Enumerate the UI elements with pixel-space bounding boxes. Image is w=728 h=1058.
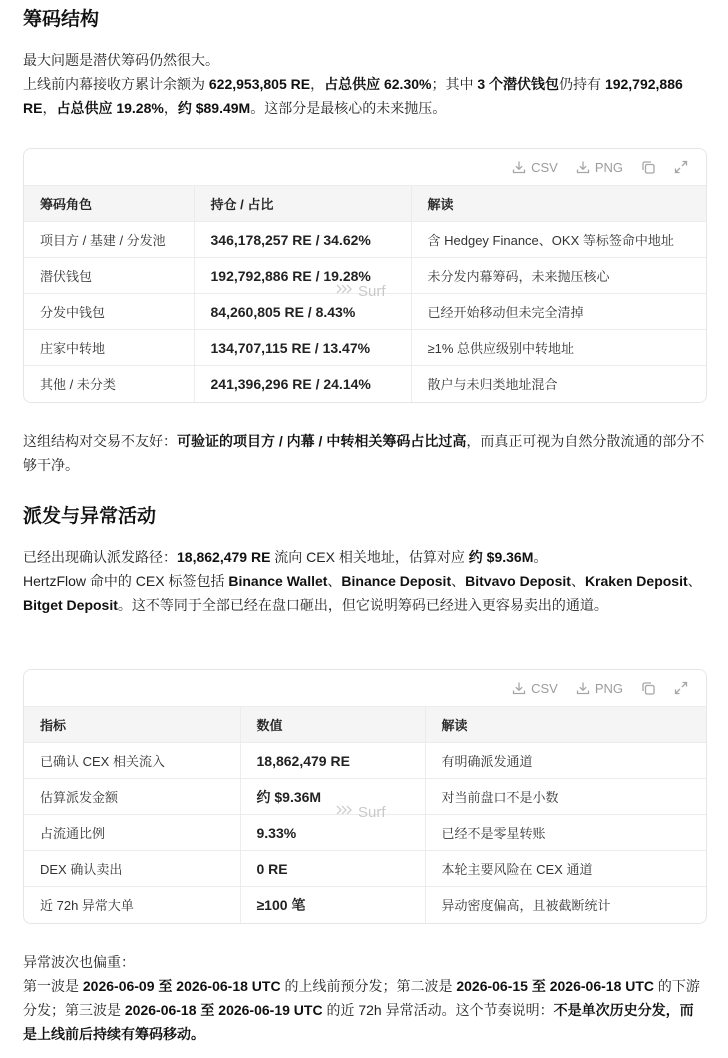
table-cell: 18,862,479 RE	[240, 743, 425, 779]
section-title-chip-structure: 筹码结构	[23, 9, 100, 30]
table-wrapper	[24, 185, 706, 402]
table-cell: 散户与未归类地址混合	[411, 366, 706, 402]
table-row	[24, 887, 706, 923]
table-cell: 346,178,257 RE / 34.62%	[194, 222, 411, 258]
table-cell: ≥100 笔	[240, 887, 425, 923]
table-toolbar	[24, 670, 706, 706]
table-cell: 分发中钱包	[24, 294, 194, 330]
table-cell: 84,260,805 RE / 8.43%	[194, 294, 411, 330]
text-run: 。这不等同于全部已经在盘口砸出，但它说明筹码已经进入更容易卖出的通道。	[117, 597, 608, 613]
download-icon	[512, 681, 526, 695]
paragraph-rich	[23, 569, 707, 617]
text-run: 上线前内幕接收方累计余额为	[23, 76, 209, 92]
table-cell: 9.33%	[240, 815, 425, 851]
table-cell: 近 72h 异常大单	[40, 898, 134, 914]
png-button[interactable]	[576, 160, 623, 175]
copy-icon[interactable]	[641, 681, 656, 696]
table-card-chip-structure	[23, 148, 707, 403]
table-row	[24, 294, 706, 330]
download-icon	[576, 681, 590, 695]
text-run: HertzFlow 命中的 CEX 标签包括	[23, 573, 229, 589]
table-cell: 庄家中转地	[24, 330, 194, 366]
watermark-text: Surf	[358, 803, 386, 821]
bold-text: Bitvavo Deposit	[465, 573, 571, 589]
text-run: 仍持有	[559, 76, 605, 92]
table-cell: DEX 确认卖出	[24, 851, 240, 887]
expand-icon[interactable]	[674, 160, 688, 174]
table-card-distribution	[23, 669, 707, 924]
text-run: 、	[451, 573, 466, 589]
paragraph: 异常波次也偏重：	[23, 954, 135, 970]
text-run: 。	[533, 549, 548, 565]
table-cell: 有明确派发通道	[425, 743, 706, 779]
bold-text: 不是单次历史分发，而是上线前后持续有筹码移动。	[23, 1002, 694, 1042]
text-run: 第一波是	[23, 978, 83, 994]
bold-text: 约 $89.49M	[177, 100, 251, 116]
table-cell: 134,707,115 RE / 13.47%	[194, 330, 411, 366]
bold-text: 2026-06-09 至 2026-06-18 UTC	[82, 978, 281, 994]
bold-text: 622,953,805 RE	[208, 76, 311, 92]
png-button[interactable]	[576, 681, 623, 696]
copy-icon[interactable]	[641, 160, 656, 175]
column-header: 解读	[411, 186, 706, 222]
table-cell: 估算派发金额	[24, 779, 240, 815]
png-label: PNG	[594, 680, 623, 696]
table-cell: 对当前盘口不是小数	[425, 779, 706, 815]
table-cell: 192,792,886 RE / 19.28%	[194, 258, 411, 294]
download-icon	[576, 160, 590, 174]
table-wrapper	[24, 706, 706, 923]
csv-button[interactable]	[512, 681, 558, 696]
bold-text: 18,862,479 RE	[177, 549, 271, 565]
paragraph-rich	[23, 545, 707, 569]
section-title-distribution: 派发与异常活动	[23, 506, 157, 527]
column-header: 数值	[240, 707, 425, 743]
paragraph-rich	[23, 974, 707, 1046]
bold-text: Bitget Deposit	[23, 597, 118, 613]
table-row	[24, 743, 706, 779]
csv-label: CSV	[531, 159, 558, 175]
text-run: 。这部分是最核心的未来抛压。	[250, 100, 447, 116]
bold-text: 2026-06-18 至 2026-06-19 UTC	[124, 1002, 323, 1018]
table-row	[24, 366, 706, 402]
table-cell: 其他 / 未分类	[40, 377, 116, 393]
table-toolbar	[24, 149, 706, 185]
column-header: 指标	[24, 707, 240, 743]
table-cell: 已确认 CEX 相关流入	[24, 743, 240, 779]
table-row	[24, 258, 706, 294]
table-cell: 0 RE	[240, 851, 425, 887]
text-run: ，	[42, 100, 57, 116]
text-run: 的上线前预分发；第二波是	[280, 978, 457, 994]
text-run: 、	[327, 573, 342, 589]
bold-text: 可验证的项目方 / 内幕 / 中转相关筹码占比过高	[177, 433, 467, 449]
text-run: 这组结构对交易不友好：	[23, 433, 177, 449]
table-cell: 已经开始移动但未完全清掉	[411, 294, 706, 330]
text-run: ；其中	[431, 76, 478, 92]
table-row	[24, 779, 706, 815]
table-row	[24, 222, 706, 258]
chip-structure-table	[24, 185, 706, 402]
bold-text: 3 个潜伏钱包	[477, 76, 560, 92]
csv-label: CSV	[531, 680, 558, 696]
paragraph: 最大问题是潜伏筹码仍然很大。	[23, 52, 219, 68]
text-run: ，	[163, 100, 178, 116]
table-header-row	[24, 186, 706, 222]
bold-text: 占总供应 19.28%	[56, 100, 164, 116]
expand-icon[interactable]	[674, 681, 688, 695]
table-cell: 已经不是零星转账	[425, 815, 706, 851]
text-run: ，而真正可视为自然分散流通的部分不够干净。	[23, 433, 705, 473]
table-cell: 潜伏钱包	[24, 258, 194, 294]
table-header-row	[24, 707, 706, 743]
table-cell: 241,396,296 RE / 24.14%	[194, 366, 411, 402]
table-cell: 未分发内幕筹码，未来抛压核心	[411, 258, 706, 294]
bold-text: 占总供应 62.30%	[324, 76, 432, 92]
table-cell: 异动密度偏高，且被截断统计	[425, 887, 706, 923]
text-run: 流向 CEX 相关地址，估算对应	[270, 549, 469, 565]
text-run: ，	[310, 76, 325, 92]
table-cell: 本轮主要风险在 CEX 通道	[425, 851, 706, 887]
paragraph-rich	[23, 429, 707, 477]
text-run: 、	[687, 573, 702, 589]
bold-text: Binance Wallet	[228, 573, 328, 589]
table-cell: 项目方 / 基建 / 分发池	[24, 222, 194, 258]
table-cell: ≥1% 总供应级别中转地址	[411, 330, 706, 366]
text-run: 的近 72h 异常活动。这个节奏说明：	[322, 1002, 554, 1018]
table-row	[24, 851, 706, 887]
column-header: 持仓 / 占比	[194, 186, 411, 222]
text-run: 的下游分发；第三波是	[23, 978, 700, 1018]
table-cell: 含 Hedgey Finance、OKX 等标签命中地址	[411, 222, 706, 258]
column-header: 筹码角色	[24, 186, 194, 222]
table-cell: 占流通比例	[24, 815, 240, 851]
bold-text: 约 $9.36M	[468, 549, 534, 565]
png-label: PNG	[594, 159, 623, 175]
watermark-text: Surf	[358, 282, 386, 300]
bold-text: 192,792,886 RE	[23, 76, 683, 116]
text-run: 已经出现确认派发路径：	[23, 549, 177, 565]
distribution-table	[24, 706, 706, 923]
table-row	[24, 815, 706, 851]
table-row	[24, 330, 706, 366]
text-run: 、	[570, 573, 585, 589]
paragraph-rich	[23, 72, 707, 120]
csv-button[interactable]	[512, 160, 558, 175]
bold-text: Binance Deposit	[341, 573, 452, 589]
bold-text: Kraken Deposit	[584, 573, 688, 589]
column-header: 解读	[425, 707, 706, 743]
bold-text: 2026-06-15 至 2026-06-18 UTC	[456, 978, 655, 994]
table-cell: 约 $9.36M	[240, 779, 425, 815]
download-icon	[512, 160, 526, 174]
